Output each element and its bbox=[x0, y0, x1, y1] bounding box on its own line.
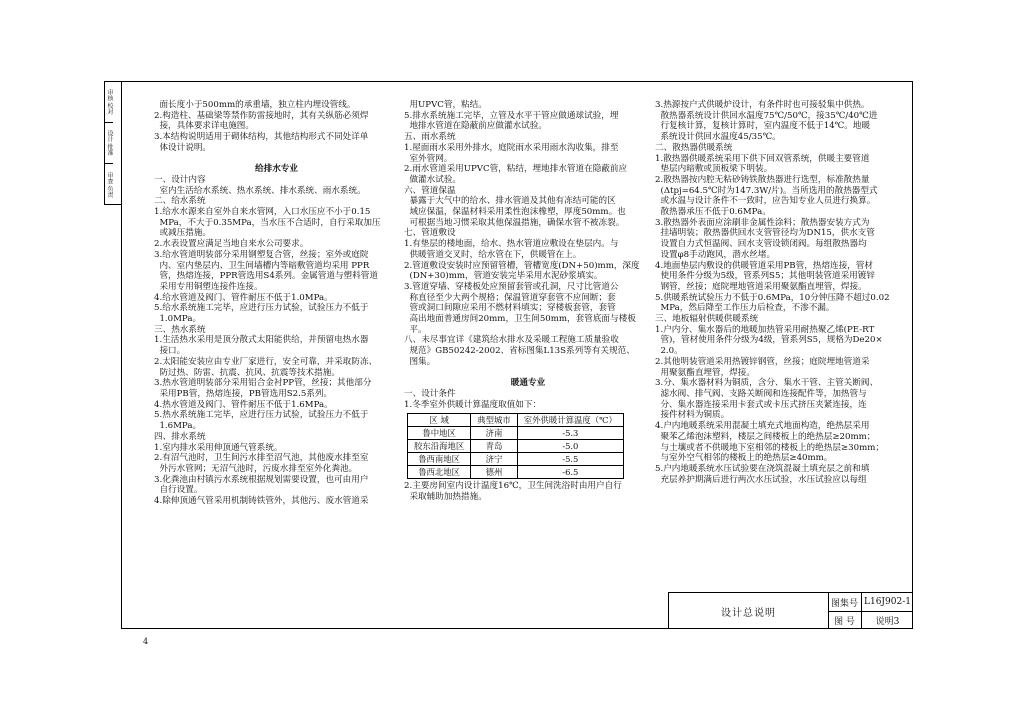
text-line: 二、给水系统 bbox=[154, 196, 206, 207]
page-number: 4 bbox=[143, 637, 149, 646]
table-cell: 青岛 bbox=[471, 440, 518, 453]
text-line: 3.分、集水器材料为铜质，含分、集水干管、主管关断阀、 bbox=[655, 378, 879, 389]
strip-cell: 审查 负责 bbox=[106, 171, 113, 198]
text-line: 采用专用铜塑连接件连接。 bbox=[154, 281, 263, 292]
strip-cell: 设计 批准 bbox=[105, 123, 113, 164]
text-line: (Δtpj=64.5℃时为147.3W/片)。当所选用的散热器型式 bbox=[655, 185, 878, 196]
text-line: 垫层内暗敷或顶板梁下明装。 bbox=[655, 164, 773, 175]
title-block bbox=[668, 592, 913, 629]
strip-cell: 审核 校对 bbox=[105, 82, 113, 123]
table-row bbox=[408, 466, 624, 479]
text-line: 分、集水器连接采用卡套式或卡压式挤压夹紧连接，连 bbox=[655, 399, 867, 410]
text-line: 可根据当地习惯采取其他保温措施，确保水管不被冻裂。 bbox=[404, 217, 625, 228]
table-cell: 济宁 bbox=[471, 453, 518, 466]
text-line: 2.管道敷设安装时应预留管槽，管槽宽度(DN+50)mm，深度 bbox=[404, 260, 640, 271]
text-line: 自行设置。 bbox=[154, 485, 203, 496]
text-line: 一、设计内容 bbox=[154, 174, 206, 185]
text-line: 聚苯乙烯泡沫塑料，楼层之间楼板上的绝热层≥20mm； bbox=[655, 431, 876, 442]
text-line: 接，具体要求详电施图。 bbox=[154, 121, 254, 132]
text-line: 钢管，丝接；庭院埋地管道采用聚氨酯直埋管，焊接。 bbox=[655, 281, 867, 292]
text-line: 4.给水管道及阀门、管件耐压不低于1.0MPa。 bbox=[154, 292, 333, 303]
text-line: 2.0。 bbox=[655, 346, 683, 357]
text-line: 域应保温，保温材料采用柔性泡沫橡塑，厚度50mm。也 bbox=[404, 207, 626, 218]
text-line: 滤水阀、排气阀、支路关断阀和连接配件等，加热管与 bbox=[655, 388, 867, 399]
text-line: 1.散热器供暖系统采用下供下回双管系统，供暖主要管道 bbox=[655, 153, 870, 164]
text-line: 2.构造柱、基础梁等禁作防雷接地时，其有关纵筋必须焊 bbox=[154, 110, 369, 121]
text-line: 暖通专业 bbox=[510, 378, 546, 389]
table-cell: -5.3 bbox=[517, 427, 623, 440]
text-line: 外污水管网；无沼气池时，污废水排至室外化粪池。 bbox=[154, 463, 358, 474]
text-line: 3.管道穿墙、穿楼板处应预留套管或孔洞，尺寸比管道公 bbox=[404, 281, 619, 292]
text-line: 2.雨水管道采用UPVC管，粘结，埋地排水管道在隐蔽前应 bbox=[404, 164, 628, 175]
temperature-table bbox=[407, 413, 624, 479]
text-line: 六、管道保温 bbox=[404, 185, 456, 196]
text-line: 使用条件分级为5级，管系列S5；其他明装管道采用镀锌 bbox=[655, 271, 875, 282]
table-cell: 德州 bbox=[471, 466, 518, 479]
text-line: 四、排水系统 bbox=[154, 431, 206, 442]
text-line: 采用PB管，热熔连接，PB管选用S2.5系列。 bbox=[154, 388, 333, 399]
table-row bbox=[408, 453, 624, 466]
text-line: 系统设计供回水温度45/35℃。 bbox=[655, 132, 781, 143]
text-line: 管，热熔连接，PPR管选用S4系列。金属管道与塑料管道 bbox=[154, 271, 378, 282]
text-line: 内、室内垫层内、卫生间墙槽内等暗敷管道均采用 PPR bbox=[154, 260, 370, 271]
text-line: 5.热水系统施工完毕，应进行压力试验，试验压力不低于 bbox=[154, 410, 369, 421]
page-id: 说明3 bbox=[875, 616, 900, 627]
text-line: 给排水专业 bbox=[255, 164, 298, 175]
text-line: 八、未尽事宜详《建筑给水排水及采暖工程施工质量验收 bbox=[404, 335, 619, 346]
text-line: 接件材料为铜质。 bbox=[655, 410, 730, 421]
text-line: 五、雨水系统 bbox=[404, 132, 456, 143]
text-line: 5.户内地暖系统水压试验要在浇筑混凝土填充层之前和填 bbox=[655, 463, 870, 474]
text-line: 充层养护期满后进行两次水压试验，水压试验应以每组 bbox=[655, 474, 867, 485]
text-line: 5.给水系统施工完毕，应进行压力试验，试验压力不低于 bbox=[154, 303, 369, 314]
table-cell: 鲁中地区 bbox=[408, 427, 471, 440]
text-line: 2.散热器按内腔无粘砂铸铁散热器进行选型，标准散热量 bbox=[655, 174, 870, 185]
table-row bbox=[408, 440, 624, 453]
sheet-title: 设计总说明 bbox=[669, 593, 829, 629]
text-line: 散热器承压不低于0.6MPa。 bbox=[655, 207, 771, 218]
text-line: 用聚氨酯直埋管，焊接。 bbox=[655, 367, 755, 378]
table-cell: 济南 bbox=[471, 427, 518, 440]
table-header: 区 域 bbox=[408, 414, 471, 427]
text-line: 散热器系统设计供回水温度75℃/50℃，接35℃/40℃进 bbox=[655, 110, 878, 121]
table-cell: 鲁西南地区 bbox=[408, 453, 471, 466]
text-line: 行复核计算，复核计算时，室内温度不低于14℃。地暖 bbox=[655, 121, 871, 132]
text-line: 与室外空气相邻的楼板上的绝热层≥40mm。 bbox=[655, 453, 833, 464]
table-cell: -5.0 bbox=[517, 440, 623, 453]
table-cell: 鲁西北地区 bbox=[408, 466, 471, 479]
table-header: 典型城市 bbox=[471, 414, 518, 427]
table-cell: -5.5 bbox=[517, 453, 623, 466]
text-line: 规范》GB50242-2002、省标图集L13S系列等有关规范、 bbox=[404, 346, 635, 357]
text-line: 1.生活热水采用是顶分散式太阳能供给，并预留电热水器 bbox=[154, 335, 369, 346]
text-line: 三、热水系统 bbox=[154, 324, 206, 335]
atlas-number: L16J902-1 bbox=[864, 597, 911, 607]
text-line: 面长度小于500mm的承重墙，独立柱内埋设管线。 bbox=[154, 100, 356, 110]
text-line: 4.除伸顶通气管采用机制铸铁管外，其他污、废水管道采 bbox=[154, 496, 369, 507]
text-line bbox=[404, 368, 652, 379]
text-line: 1.6MPa。 bbox=[154, 421, 202, 432]
text-line: 1.室内排水采用伸顶通气管系统。 bbox=[154, 442, 283, 453]
text-column-1 bbox=[154, 100, 399, 507]
text-line: 体设计说明。 bbox=[154, 142, 212, 153]
text-line: 设置自力式恒温阀、回水支管设锁闭阀。每组散热器均 bbox=[655, 239, 867, 250]
text-line: 地排水管道在隐蔽前应做灌水试验。 bbox=[404, 121, 547, 132]
text-line: 2.其他明装管道采用热镀锌钢管，丝接；庭院埋地管道采 bbox=[655, 356, 870, 367]
text-line: 高出地面普通房间20mm，卫生间50mm，套管底面与楼板 bbox=[404, 314, 636, 325]
text-line: 或水温与设计条件不一致时，应告知专业人员进行换算。 bbox=[655, 196, 876, 207]
text-line: 七、管道敷设 bbox=[404, 228, 456, 239]
text-line: 防过热、防雷、抗震、抗风、抗震等技术措施。 bbox=[154, 367, 340, 378]
text-line: 图集。 bbox=[404, 356, 436, 367]
text-line: 用UPVC管，粘结。 bbox=[404, 100, 487, 110]
text-line: MPa，然后降至工作压力后检查，不渗不漏。 bbox=[655, 303, 835, 314]
text-line: 管)，管材使用条件分级为4级，管系列S5，规格为De20× bbox=[655, 335, 883, 346]
text-line: 1.有垫层的楼地面，给水、热水管道应敷设在垫层内。与 bbox=[404, 239, 619, 250]
text-line: 二、散热器供暖系统 bbox=[655, 142, 733, 153]
text-line: 室内生活给水系统、热水系统、排水系统、雨水系统。 bbox=[154, 185, 366, 196]
text-line: 3.给水管道明装部分采用钢塑复合管，丝接；室外或庭院 bbox=[154, 249, 369, 260]
text-line: 1.0MPa。 bbox=[154, 314, 202, 325]
text-line: 1.冬季室外供暖计算温度取值如下： bbox=[404, 399, 542, 410]
text-line: 2.太阳能安装应由专业厂家进行，安全可靠，并采取防冻、 bbox=[154, 356, 378, 367]
text-line: 供暖管道交叉时，给水管在下，供暖管在上。 bbox=[404, 249, 582, 260]
atlas-label: 图集号 bbox=[828, 593, 862, 611]
table-header: 室外供暖计算温度（℃） bbox=[517, 414, 623, 427]
text-line: 4.地面垫层内敷设的供暖管道采用PB管，热熔连接，管材 bbox=[655, 260, 873, 271]
text-column-3 bbox=[655, 100, 913, 485]
table-row bbox=[408, 427, 624, 440]
text-line: 4.热水管道及阀门、管件耐压不低于1.6MPa。 bbox=[154, 399, 333, 410]
approval-strip bbox=[104, 81, 121, 205]
table-cell: 胶东沿海地区 bbox=[408, 440, 471, 453]
text-line: 3.本结构说明适用于砌体结构，其他结构形式不同处详单 bbox=[154, 132, 369, 143]
text-line: (DN+30)mm，管道安装完毕采用水泥砂浆填实。 bbox=[404, 271, 603, 282]
text-line: 3.化粪池由村镇污水系统根据规划需要设置，也可由用户 bbox=[154, 474, 369, 485]
page-label: 图 号 bbox=[828, 611, 862, 629]
text-line: 3.热水管道明装部分采用铝合金衬PP管，丝接；其他部分 bbox=[154, 378, 372, 389]
text-line: 平。 bbox=[404, 324, 427, 335]
text-line: 1.户内分、集水器后的地暖加热管采用耐热聚乙烯(PE-RT bbox=[655, 324, 875, 335]
text-line: 5.排水系统施工完毕，立管及水平干管应做通球试验，埋 bbox=[404, 110, 619, 121]
text-line: 采取辅助加热措施。 bbox=[404, 492, 487, 503]
text-line: 室外管网。 bbox=[404, 153, 453, 164]
text-line: 1.屋面雨水采用外排水，庭院雨水采用雨水沟收集，排至 bbox=[404, 142, 619, 153]
text-line: 2.有沼气池时，卫生间污水排至沼气池，其他废水排至室 bbox=[154, 453, 369, 464]
table-cell: -6.5 bbox=[517, 466, 623, 479]
text-line: 4.户内地暖系统采用混凝土填充式地面构造，绝热层采用 bbox=[655, 421, 870, 432]
text-line: 设置φ8手动跑风，潜水丝堵。 bbox=[655, 249, 776, 260]
text-line: MPa，不大于0.35MPa，当水压不合适时，自行采取加压 bbox=[154, 217, 381, 228]
text-line: 三、地板辐射供暖供暖系统 bbox=[655, 314, 759, 325]
text-line: 1.给水水源来自室外自来水管网，入口水压应不小于0.15 bbox=[154, 207, 371, 218]
text-line: 或减压措施。 bbox=[154, 228, 212, 239]
text-line: 3.散热器外表面应涂刷非金属性涂料；散热器安装方式为 bbox=[655, 217, 870, 228]
text-line: 2.水表设置应满足当地自来水公司要求。 bbox=[154, 239, 309, 250]
text-line bbox=[154, 154, 399, 165]
text-line: 暴露于大气中的给水、排水管道及其他有冻结可能的区 bbox=[404, 196, 616, 207]
text-line: 管或洞口间隙应采用不燃材料填实；穿楼板套管，套管 bbox=[404, 303, 616, 314]
text-line: 挂墙明装；散热器供回水支管管径均为DN15，供水支管 bbox=[655, 228, 875, 239]
text-line: 3.热源按户式供暖炉设计，有条件时也可接驳集中供热。 bbox=[655, 100, 870, 110]
text-line: 称直径至少大两个规格；保温管道穿套管不应间断；套 bbox=[404, 292, 616, 303]
text-line: 2.主要房间室内设计温度16℃，卫生间洗浴时由用户自行 bbox=[404, 481, 622, 492]
text-line: 做灌水试验。 bbox=[404, 174, 462, 185]
text-line: 一、设计条件 bbox=[404, 388, 456, 399]
text-line: 与土壤或者不供暖地下室相邻的楼板上的绝热层≥30mm； bbox=[655, 442, 884, 453]
text-line: 5.供暖系统试验压力不低于0.6MPa，10分钟压降不超过0.02 bbox=[655, 292, 890, 303]
text-column-2 bbox=[404, 100, 652, 503]
text-line: 接口。 bbox=[154, 346, 186, 357]
